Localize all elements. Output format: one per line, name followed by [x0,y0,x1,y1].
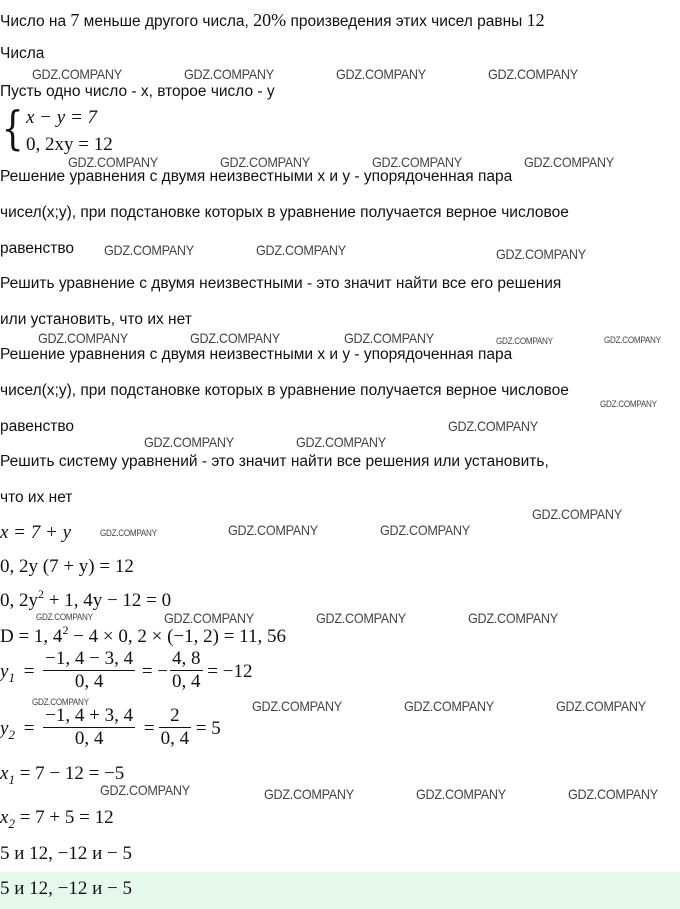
watermark: GDZ.COMPANY [496,336,553,346]
watermark: GDZ.COMPANY [68,154,158,170]
definition-line: чисел(x;y), при подстановке которых в уравнение получается верное числовое [0,204,569,221]
variable: x [0,807,9,828]
numbers-heading: Числа [0,45,45,62]
problem-text: меньше другого числа, [79,13,254,30]
quadratic-part: + 1, 4y − 12 = 0 [44,590,172,611]
discriminant-part: D = 1, 4 [0,626,63,647]
watermark: GDZ.COMPANY [190,330,280,346]
fraction: $\frac{-1, 4 + 3, 4}{0, 4}$ [45,705,134,749]
watermark: GDZ.COMPANY [404,698,494,714]
watermark: GDZ.COMPANY [264,786,354,802]
watermark: GDZ.COMPANY [144,434,234,450]
step-substitute: 0, 2y (7 + y) = 12 [0,556,134,577]
definition-line: Решение уравнения с двумя неизвестными x и y - упорядоченная пара [0,168,513,185]
step-x2 [0,807,114,830]
watermark: GDZ.COMPANY [104,242,194,258]
step-y2: $y_2$ = $\frac{-1, 4 + 3, 4}{0, 4}$ = $\frac{2}{0, 4}$ = 5 [0,705,221,749]
answer-box [0,872,680,909]
watermark: GDZ.COMPANY [532,506,622,522]
system-eq2: 0, 2xy = 12 [26,134,113,155]
subscript: 2 [8,816,15,831]
problem-statement [0,9,545,31]
solution-result: 5 и 12, −12 и − 5 [0,843,133,864]
watermark: GDZ.COMPANY [228,522,318,538]
exponent: 2 [62,623,69,637]
definition-line: Решить систему уравнений - это значит найти все решения или установить, [0,453,549,470]
watermark: GDZ.COMPANY [32,697,89,707]
y2-result: = 5 [195,717,221,739]
watermark: GDZ.COMPANY [600,399,657,409]
definition-line: равенство [0,418,75,435]
definition-line: равенство [0,240,75,257]
problem-number: 12 [526,10,545,30]
watermark: GDZ.COMPANY [336,66,426,82]
watermark: GDZ.COMPANY [568,786,658,802]
watermark: GDZ.COMPANY [604,335,661,345]
watermark: GDZ.COMPANY [36,612,93,622]
watermark: GDZ.COMPANY [296,434,386,450]
variable: y [0,660,9,682]
definition-line: Решение уравнения с двумя неизвестными x и y - упорядоченная пара [0,346,513,363]
system-eq1: x − y = 7 [26,107,98,128]
watermark: GDZ.COMPANY [100,782,190,798]
answer-text: 5 и 12, −12 и − 5 [0,878,133,899]
watermark: GDZ.COMPANY [468,610,558,626]
fraction: $\frac{2}{0, 4}$ [160,705,190,749]
definition-line: что их нет [0,489,73,506]
x1-calculation: = 7 − 12 = −5 [14,763,125,784]
variable: x [0,763,9,784]
problem-text: Число на [0,13,71,30]
watermark: GDZ.COMPANY [256,242,346,258]
step-y1: $y_1$ = $\frac{-1, 4 - 3, 4}{0, 4}$ = − $\frac{4, 8}{0, 4}$ = −12 [0,648,253,692]
x2-calculation: = 7 + 5 = 12 [14,807,114,828]
watermark: GDZ.COMPANY [252,698,342,714]
watermark: GDZ.COMPANY [220,154,310,170]
definition-line: чисел(x;y), при подстановке которых в уравнение получается верное числовое [0,382,569,399]
subscript: 1 [8,669,15,685]
watermark: GDZ.COMPANY [316,610,406,626]
problem-text: произведения этих чисел равны [286,13,527,30]
watermark: GDZ.COMPANY [344,330,434,346]
watermark: GDZ.COMPANY [164,610,254,626]
y1-result: = −12 [207,660,253,682]
let-statement: Пусть одно число - x, второе число - y [0,83,275,100]
variable: y [0,717,9,739]
subscript: 1 [8,772,15,787]
exponent: 2 [38,587,44,601]
step-express-x: x = 7 + y [0,522,72,543]
watermark: GDZ.COMPANY [100,528,157,538]
watermark: GDZ.COMPANY [416,786,506,802]
discriminant-part: − 4 × 0, 2 × (−1, 2) = 11, 56 [68,626,286,647]
system-brace: { [1,101,24,155]
definition-line: Решить уравнение с двумя неизвестными - это значит найти все его решения [0,275,562,292]
watermark: GDZ.COMPANY [448,418,538,434]
watermark: GDZ.COMPANY [184,66,274,82]
step-discriminant [0,623,286,649]
subscript: 2 [8,726,15,742]
watermark: GDZ.COMPANY [496,246,586,262]
step-quadratic [0,587,172,613]
watermark: GDZ.COMPANY [524,154,614,170]
watermark: GDZ.COMPANY [488,66,578,82]
watermark: GDZ.COMPANY [32,66,122,82]
watermark: GDZ.COMPANY [380,522,470,538]
fraction: $\frac{4, 8}{0, 4}$ [172,648,201,692]
watermark: GDZ.COMPANY [372,154,462,170]
problem-percent: 20% [253,10,287,30]
definition-line: или установить, что их нет [0,311,192,328]
fraction: $\frac{-1, 4 - 3, 4}{0, 4}$ [45,648,134,692]
watermark: GDZ.COMPANY [556,698,646,714]
problem-number: 7 [70,10,80,30]
watermark: GDZ.COMPANY [38,330,128,346]
quadratic-part: 0, 2y [0,590,38,611]
